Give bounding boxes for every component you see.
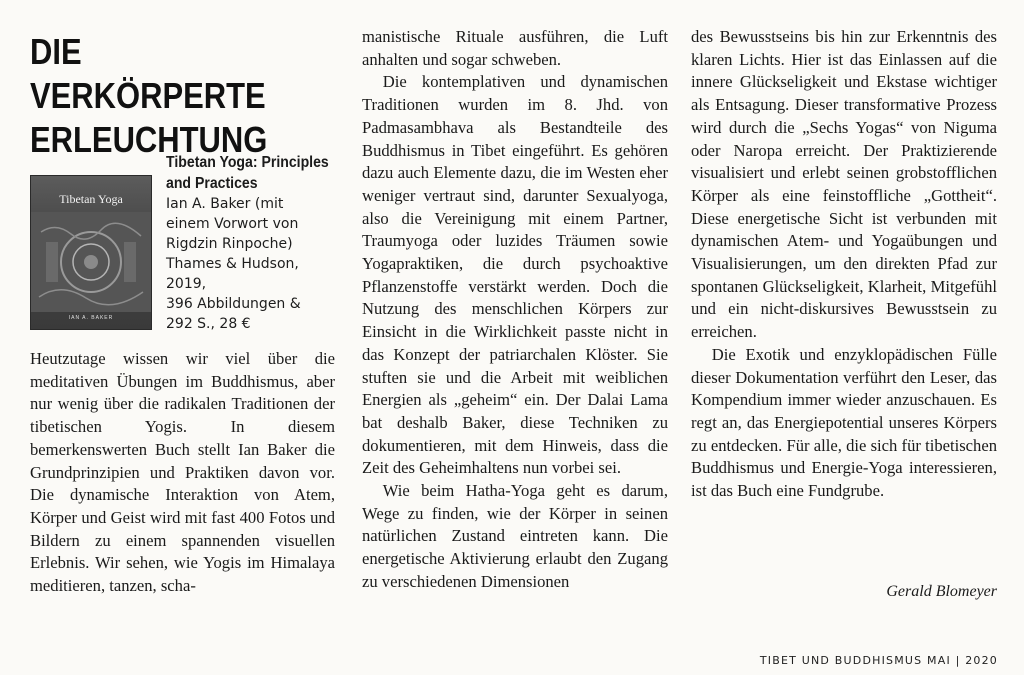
article-paragraph: des Bewusstseins bis hin zur Erkenntnis des klaren Lichts. Hier ist das Einlassen auf die innere Glückseligkeit und Ekstase wichtiger als Entsagung. Dieser transformative Prozess wird durch die „Sechs Yogas“ von Niguma oder Naropa erreicht. Der Praktizierende visualisiert und erlebt seinen grobstofflichen Körper als eine feinstoffliche „Gottheit“. Diese energetische Sicht ist verbunden mit dynamischen Atem- und Yogaübungen und Visualisierungen, um den direkten Pfad zur spontanen Glückseligkeit, Klarheit, Mitgefühl und ein nicht-diskursives Bewusstsein zu erreichen. (691, 27, 997, 342)
article-column-3 (691, 26, 997, 503)
book-cover-image (30, 175, 152, 330)
article-paragraph: Die Exotik und enzyklopädischen Fülle dieser Dokumentation verführt den Leser, das Kompendium immer wieder anzuschauen. Es regt an, das Energiepotential unseres Körpers zu entdecken. Für alle, die sich für tibetischen Buddhismus und Energie-Yoga interessieren, ist das Buch eine Fundgrube. (691, 344, 997, 501)
article-headline: DIE VERKÖRPERTE ERLEUCHTUNG (30, 31, 268, 160)
article-author: Gerald Blomeyer (886, 583, 997, 600)
book-title: Tibetan Yoga: Principles and Practices (166, 154, 329, 192)
book-details (166, 194, 346, 334)
article-paragraph: Die kontemplativen und dynamischen Traditionen wurden im 8. Jhd. von Padmasambhava als Bestandteile des Buddhismus in Tibet eingeführt. Es gehören dazu auch Elemente dazu, die im Westen eher weniger vertraut sind, darunter Sexualyoga, also die Vereinigung mit einem Partner, Traumyoga oder luzides Träumen sowie Yogapraktiken, die durch psychoaktive Pflanzenstoffe verstärkt werden. Doch die Nutzung des menschlichen Körpers zur Einsicht in die Wirklichkeit passte nicht in das Konzept der patriarchalen Klöster. Sie stuften sie und die Arbeit mit weiblichen Energien als „geheim“ ein. Der Dalai Lama bat deshalb Baker, diese Techniken zu dokumentieren, mit dem Hinweis, dass die Zeit des Geheimhaltens nun vorbei sei. (362, 72, 668, 478)
article-column-2 (362, 26, 668, 594)
book-detail-line: Thames & Hudson, (166, 256, 299, 272)
book-detail-line: 396 Abbildungen & (166, 296, 301, 312)
book-info (166, 152, 346, 334)
article-paragraph: Heutzutage wissen wir viel über die meditativen Übungen im Buddhismus, aber nur wenig über die radikalen Traditionen der tibetischen Yogis. In diesem bemerkenswerten Buch stellt Ian Baker die Grundprinzipien und Praktiken davon vor. Die dynamische Interaktion von Atem, Körper und Geist wird mit fast 400 Fotos und Bildern zu einem spannenden visuellen Erlebnis. Wir sehen, wie Yogis im Himalaya meditieren, tanzen, scha- (30, 349, 335, 596)
book-detail-line: einem Vorwort von (166, 216, 299, 232)
book-cover-title: Tibetan Yoga (59, 192, 123, 206)
cover-illustration (31, 212, 151, 312)
book-detail-line: Ian A. Baker (mit (166, 196, 284, 212)
book-detail-line: Rigdzin Rinpoche) (166, 236, 293, 252)
article-paragraph: Wie beim Hatha-Yoga geht es darum, Wege zu finden, wie der Körper in seinen natürlichen Zustand eintreten kann. Die energetische Aktivierung erlaubt den Zugang zu verschiedenen Dimensionen (362, 481, 668, 591)
article-column-1 (30, 348, 335, 598)
book-cover-author: IAN A. BAKER (68, 315, 114, 321)
book-detail-line: 292 S., 28 € (166, 316, 251, 332)
book-detail-line: 2019, (166, 276, 207, 292)
article-paragraph: manistische Rituale ausführen, die Luft anhalten und sogar schweben. (362, 27, 668, 69)
publication-footer: TIBET UND BUDDHISMUS MAI | 2020 (759, 654, 998, 667)
